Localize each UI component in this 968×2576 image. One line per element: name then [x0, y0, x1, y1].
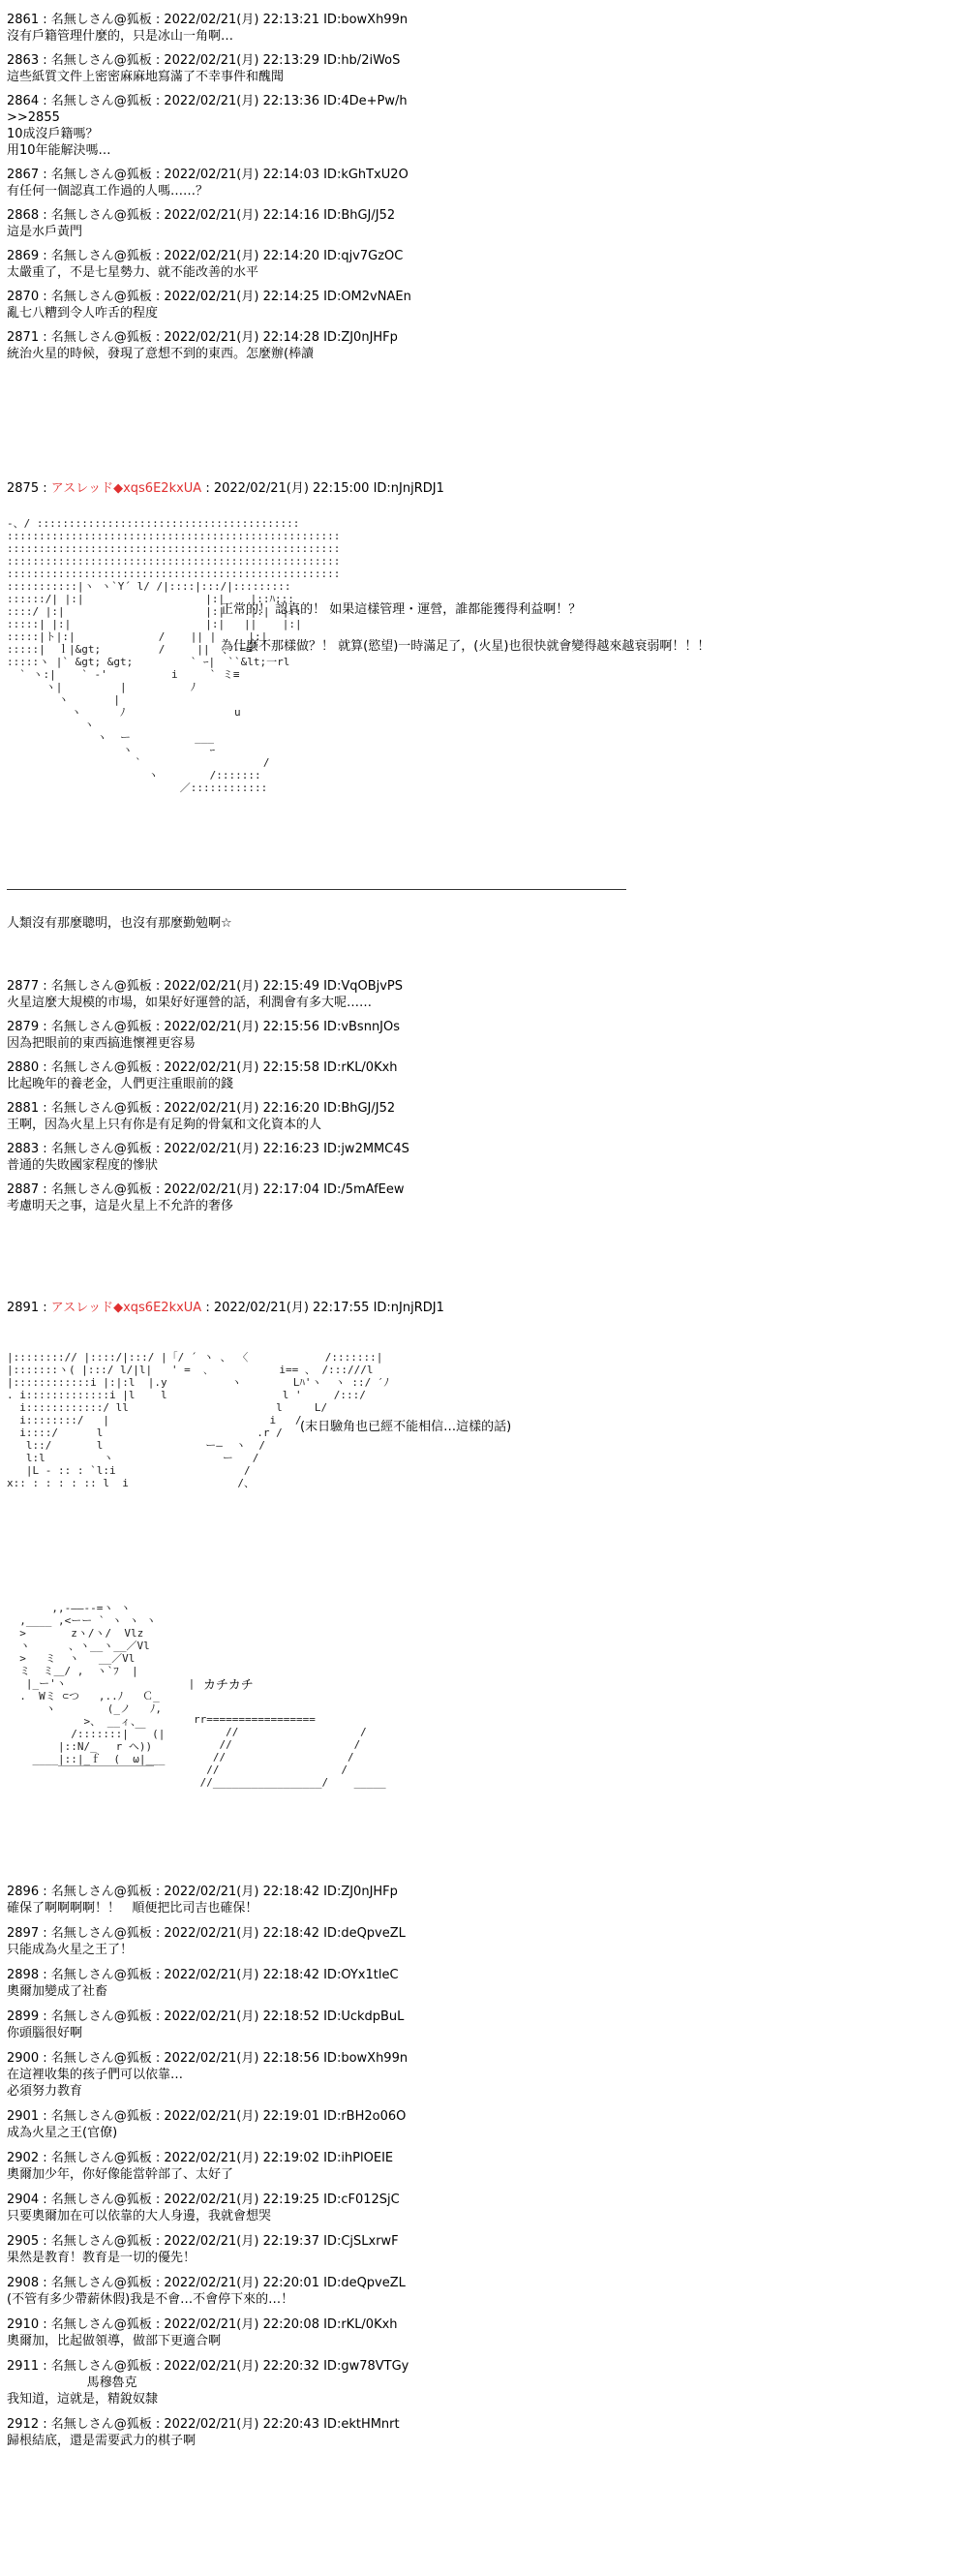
- aa-line: l:l ヽ ー /: [7, 1452, 259, 1464]
- aa-line: |::::::::::::i |:|:l |.y ヽ Lﾊ'ヽ ヽ ::/ ′ﾉ: [7, 1376, 389, 1389]
- post: [7, 2233, 955, 2266]
- post: [7, 978, 955, 1011]
- post-header-op: [7, 1300, 955, 1316]
- post-body-line: 必須努力教育: [7, 2084, 83, 2099]
- post-body-line: 太嚴重了，不是七星勢力、就不能改善的水平: [7, 265, 259, 280]
- aa-line: ____|::|_ｆ ( ω|___: [7, 1753, 166, 1765]
- post-body-line: 我知道，這就是，精銳奴隸: [7, 2392, 159, 2407]
- aa-line: i::::::::::::/ ll l L/: [7, 1401, 328, 1414]
- post: [7, 248, 955, 281]
- aa-line: . Wミ ⊂つ ,..ﾉ Ｃ_: [7, 1690, 160, 1702]
- post-header: 2861 : 名無しさん@狐板 : 2022/02/21(月) 22:13:21 ID:bowXh99n: [7, 13, 408, 27]
- divider: [7, 889, 626, 890]
- post: [7, 2150, 955, 2183]
- poster-trip: ◆xqs6E2kxUA: [113, 1301, 202, 1315]
- post-header-op: [7, 480, 955, 497]
- aa-line: |_ー'ヽ |: [7, 1677, 196, 1690]
- post-body-line: 歸根結底，還是需要武力的棋子啊: [7, 2434, 197, 2448]
- post-body-line: 馬穆魯克: [7, 2376, 137, 2390]
- aa-line: ミ ミ＿/ , ヽ`ﾌ |: [7, 1665, 138, 1677]
- aa-line: ヽ| | ﾉ: [7, 681, 197, 693]
- dialogue-line: (末日驗角也已經不能相信…這樣的話): [300, 1420, 512, 1434]
- aa-line: . i:::::::::::::i |l l l ' /:::/: [7, 1389, 366, 1401]
- post-header: 2911 : 名無しさん@狐板 : 2022/02/21(月) 22:20:32 ID:gw78VTGy: [7, 2359, 409, 2374]
- poster-trip: ◆xqs6E2kxUA: [113, 481, 202, 496]
- sound-effect: カチカチ: [203, 1678, 254, 1693]
- aa-line: > zヽ/ヽ/ Vlz: [7, 1627, 144, 1640]
- post-body-line: 統治火星的時候，發現了意想不到的東西。怎麼辦(棒讀: [7, 347, 315, 361]
- post-body-line: 只要奧爾加在可以依靠的大人身邊，我就會想哭: [7, 2209, 272, 2223]
- ascii-art-scene: [7, 1602, 195, 1778]
- aa-line: |:::::::ヽ( |:::/ l/|l| ' = ､ i== 、 /:::///l: [7, 1364, 374, 1376]
- post-body-line: >>2855: [7, 110, 60, 125]
- aa-line: ::::::::::::::::::::::::::::::::::::::::::::::::::::: [7, 542, 341, 555]
- aa-line: ￣￣￣￣￣￣￣￣￣: [7, 1765, 154, 1778]
- post-header: 2908 : 名無しさん@狐板 : 2022/02/21(月) 22:20:01 ID:deQpveZL: [7, 2276, 406, 2290]
- aa-line: // /: [194, 1738, 361, 1751]
- post-body-line: 火星這麼大規模的市場，如果好好運營的話，利潤會有多大呢……: [7, 996, 373, 1010]
- ascii-art-object: [194, 1713, 386, 1789]
- post-header: 2901 : 名無しさん@狐板 : 2022/02/21(月) 22:19:01 ID:rBH2o06O: [7, 2109, 407, 2124]
- post-header: 2880 : 名無しさん@狐板 : 2022/02/21(月) 22:15:58 ID:rKL/0Kxh: [7, 1060, 398, 1075]
- aa-line: ::::::/| |:| |:| |::ﾊ:::: [7, 593, 294, 605]
- post: [7, 1100, 955, 1133]
- post: [7, 1181, 955, 1214]
- dialogue-line: 正常的！ 認真的！ 如果這樣管理・運營，誰都能獲得利益啊！？: [221, 602, 582, 617]
- aa-line: ヽ (_ノ ﾉ,: [7, 1702, 162, 1715]
- post-header: 2879 : 名無しさん@狐板 : 2022/02/21(月) 22:15:56 ID:vBsnnJOs: [7, 1020, 401, 1034]
- post: [7, 2275, 955, 2308]
- aa-line: ::::::::::::::::::::::::::::::::::::::::::::::::::::: [7, 567, 341, 580]
- post-header: 2864 : 名無しさん@狐板 : 2022/02/21(月) 22:13:36 ID:4De+Pw/h: [7, 94, 408, 108]
- aa-line: ヽ: [7, 719, 95, 731]
- post-body-line: 奧爾加，比起做領導，做部下更適合啊: [7, 2334, 222, 2348]
- dialogue-line: 為什麼不那樣做？！ 就算(慾望)一時滿足了，(火星)也很快就會變得越來越衰弱啊！！！: [221, 639, 711, 654]
- aa-line: // /: [194, 1726, 367, 1738]
- post-header: 2896 : 名無しさん@狐板 : 2022/02/21(月) 22:18:42 ID:ZJ0nJHFp: [7, 1885, 398, 1899]
- post-header: 2877 : 名無しさん@狐板 : 2022/02/21(月) 22:15:49 ID:VqOBjvPS: [7, 979, 404, 994]
- aa-line: ヽ /:::::::: [7, 769, 261, 782]
- post-header: 2905 : 名無しさん@狐板 : 2022/02/21(月) 22:19:37 ID:CjSLxrwF: [7, 2234, 399, 2249]
- post: [7, 93, 955, 159]
- poster-name: アスレッド: [50, 481, 114, 496]
- aa-line: ヽ ﾉ u: [7, 706, 241, 719]
- post-body-line: 只能成為火星之王了！: [7, 1943, 134, 1957]
- post: [7, 167, 955, 199]
- post-meta: : 2022/02/21(月) 22:15:00 ID:nJnjRDJ1: [201, 481, 444, 496]
- aa-line: ::::::::::::::::::::::::::::::::::::::::::::::::::::: [7, 530, 341, 542]
- post-header: 2910 : 名無しさん@狐板 : 2022/02/21(月) 22:20:08 ID:rKL/0Kxh: [7, 2317, 398, 2332]
- aa-line: ::::/ |:| |:| .|:| |::: [7, 605, 302, 618]
- aa-line: :::::| ｌ|&gt; / || 、-=≡": [7, 643, 259, 656]
- post-header: 2870 : 名無しさん@狐板 : 2022/02/21(月) 22:14:25 ID:OM2vNAEn: [7, 290, 411, 304]
- post: [7, 1967, 955, 2000]
- post: [7, 2009, 955, 2041]
- post: [7, 2050, 955, 2100]
- post: [7, 2316, 955, 2349]
- post-header: 2912 : 名無しさん@狐板 : 2022/02/21(月) 22:20:43 ID:ektHMnrt: [7, 2417, 400, 2432]
- aa-line: ` ヽ:| ` -' i ` ミ≡: [7, 668, 240, 681]
- post-body-line: 用10年能解決嗎…: [7, 143, 111, 158]
- aa-line: |L ‐ :: : `l:i /: [7, 1464, 251, 1477]
- aa-line: ヽ 、ヽ__ヽ__／Vl: [7, 1640, 150, 1652]
- post-header: 2899 : 名無しさん@狐板 : 2022/02/21(月) 22:18:52 ID:UckdpBuL: [7, 2009, 405, 2024]
- aa-line: |::::::::// |::::/|:::/ |「/ ´ ヽ 、 〈 /:::::::|: [7, 1351, 383, 1364]
- aa-line: l::/ l ー― ヽ /: [7, 1439, 266, 1452]
- aa-line: i::::::::/ | i /: [7, 1414, 302, 1426]
- aa-line: //_________________/ _____: [194, 1776, 386, 1789]
- post: [7, 2416, 955, 2449]
- post-body-line: 果然是教育！教育是一切的優先！: [7, 2251, 197, 2265]
- aa-line: rr=================: [194, 1713, 316, 1726]
- post-body-line: 因為把眼前的東西搞進懷裡更容易: [7, 1036, 197, 1051]
- post: [7, 207, 955, 240]
- post-header: 2868 : 名無しさん@狐板 : 2022/02/21(月) 22:14:16 ID:BhGJ/J52: [7, 208, 396, 223]
- post-body-line: 成為火星之王(官僚): [7, 2126, 118, 2140]
- post-header: 2902 : 名無しさん@狐板 : 2022/02/21(月) 22:19:02 ID:ihPlOEIE: [7, 2151, 394, 2165]
- post: [7, 2108, 955, 2141]
- post-body-line: (不管有多少帶薪休假)我是不會…不會停下來的…！: [7, 2292, 294, 2307]
- aa-line: :::::::::::|ヽ ヽ`Y´ l/ /|::::|:::/|:::::::::: [7, 580, 291, 593]
- post: [7, 1925, 955, 1958]
- post-body-line: 人類沒有那麼聰明，也沒有那麼勤勉啊☆: [7, 916, 232, 931]
- post: [7, 1059, 955, 1092]
- aa-line: |::N/_ r ヘ)): [7, 1740, 153, 1753]
- aa-line: i::::/ l .r /: [7, 1426, 283, 1439]
- aa-line: >、 __ィ、: [7, 1715, 141, 1728]
- post-header: 2900 : 名無しさん@狐板 : 2022/02/21(月) 22:18:56 ID:bowXh99n: [7, 2051, 408, 2066]
- aa-line: /:::::::| ￣ (|: [7, 1728, 166, 1740]
- post-header: 2897 : 名無しさん@狐板 : 2022/02/21(月) 22:18:42 ID:deQpveZL: [7, 1926, 406, 1941]
- post-header: 2863 : 名無しさん@狐板 : 2022/02/21(月) 22:13:29 ID:hb/2iWoS: [7, 53, 401, 68]
- aa-line: > ミ ヽ __／Vl: [7, 1652, 136, 1665]
- post-body-line: 亂七八糟到令人咋舌的程度: [7, 306, 159, 321]
- post-number: 2891 :: [7, 1301, 51, 1315]
- post-header: 2898 : 名無しさん@狐板 : 2022/02/21(月) 22:18:42 ID:OYx1tleC: [7, 1968, 399, 1982]
- post-body-line: 普通的失敗國家程度的慘狀: [7, 1158, 159, 1173]
- post: [7, 2358, 955, 2407]
- post: [7, 12, 955, 45]
- post-meta: : 2022/02/21(月) 22:17:55 ID:nJnjRDJ1: [201, 1301, 444, 1315]
- aa-line: ／::::::::::::: [7, 782, 268, 794]
- post-header: 2881 : 名無しさん@狐板 : 2022/02/21(月) 22:16:20 ID:BhGJ/J52: [7, 1101, 396, 1116]
- aa-line: ヽ ｰ: [7, 744, 235, 756]
- post-header: 2867 : 名無しさん@狐板 : 2022/02/21(月) 22:14:03 ID:kGhTxU2O: [7, 168, 408, 182]
- post: [7, 2192, 955, 2224]
- post-body-line: 沒有戶籍管理什麼的，只是冰山一角啊…: [7, 29, 234, 44]
- post: [7, 1884, 955, 1917]
- aa-line: // /: [194, 1751, 354, 1763]
- aa-line: x:: : : : : :: l i /、: [7, 1477, 256, 1489]
- aa-line: ,____ ,<ーー ` ヽ ヽ ヽ: [7, 1614, 157, 1627]
- post-header: 2904 : 名無しさん@狐板 : 2022/02/21(月) 22:19:25 ID:cF012SjC: [7, 2193, 400, 2207]
- post: [7, 329, 955, 362]
- aa-line: :::::ヽ |` &gt; &gt; ` ｰ| ``&lt;一rl: [7, 656, 290, 668]
- post-number: 2875 :: [7, 481, 51, 496]
- post: [7, 1141, 955, 1174]
- post-body-line: 這些紙質文件上密密麻麻地寫滿了不幸事件和醜聞: [7, 70, 285, 84]
- poster-name: アスレッド: [50, 1301, 114, 1315]
- post-body-line: 奧爾加少年，你好像能當幹部了、太好了: [7, 2167, 234, 2182]
- aa-line: ,,-――--=ヽ ヽ: [7, 1602, 131, 1614]
- post-header: 2871 : 名無しさん@狐板 : 2022/02/21(月) 22:14:28 ID:ZJ0nJHFp: [7, 330, 398, 345]
- aa-line: ` /: [7, 756, 270, 769]
- post-body-line: 考慮明天之事，這是火星上不允許的奢侈: [7, 1199, 234, 1213]
- post: [7, 289, 955, 322]
- aa-line: -、/ :::::::::::::::::::::::::::::::::::::::::: [7, 517, 300, 530]
- post-body-line: 你頭腦很好啊: [7, 2026, 83, 2040]
- post-body-line: 在這裡收集的孩子們可以依靠…: [7, 2068, 184, 2082]
- post-body-line: 10成沒戶籍嗎？: [7, 127, 99, 141]
- post-body-line: 確保了啊啊啊啊！！ 順便把比司吉也確保！: [7, 1901, 258, 1916]
- post-header: 2887 : 名無しさん@狐板 : 2022/02/21(月) 22:17:04 ID:/5mAfEew: [7, 1182, 405, 1197]
- aa-line: ヽ |: [7, 693, 120, 706]
- post-body-line: 有任何一個認真工作過的人嗎……？: [7, 184, 209, 199]
- post: [7, 1019, 955, 1052]
- aa-line: :::::|ト|:| / || | |:|: [7, 630, 268, 643]
- post-body-line: 比起晚年的養老金，人們更注重眼前的錢: [7, 1077, 234, 1091]
- post-body-line: 這是水戶黃門: [7, 225, 83, 239]
- post-body-line: 王啊，因為火星上只有你是有足夠的骨氣和文化資本的人: [7, 1118, 322, 1132]
- aa-line: :::::| |:| |:| || |:|: [7, 618, 302, 630]
- aa-line: ::::::::::::::::::::::::::::::::::::::::::::::::::::: [7, 555, 341, 567]
- aa-line: ヽ ー ___: [7, 731, 215, 744]
- ascii-art-figure: [7, 517, 340, 794]
- post-header: 2869 : 名無しさん@狐板 : 2022/02/21(月) 22:14:20 ID:qjv7GzOC: [7, 249, 404, 263]
- post: [7, 52, 955, 85]
- post-body-line: 奧爾加變成了社畜: [7, 1984, 108, 1999]
- post-header: 2883 : 名無しさん@狐板 : 2022/02/21(月) 22:16:23 ID:jw2MMC4S: [7, 1142, 409, 1156]
- aa-line: // /: [194, 1763, 348, 1776]
